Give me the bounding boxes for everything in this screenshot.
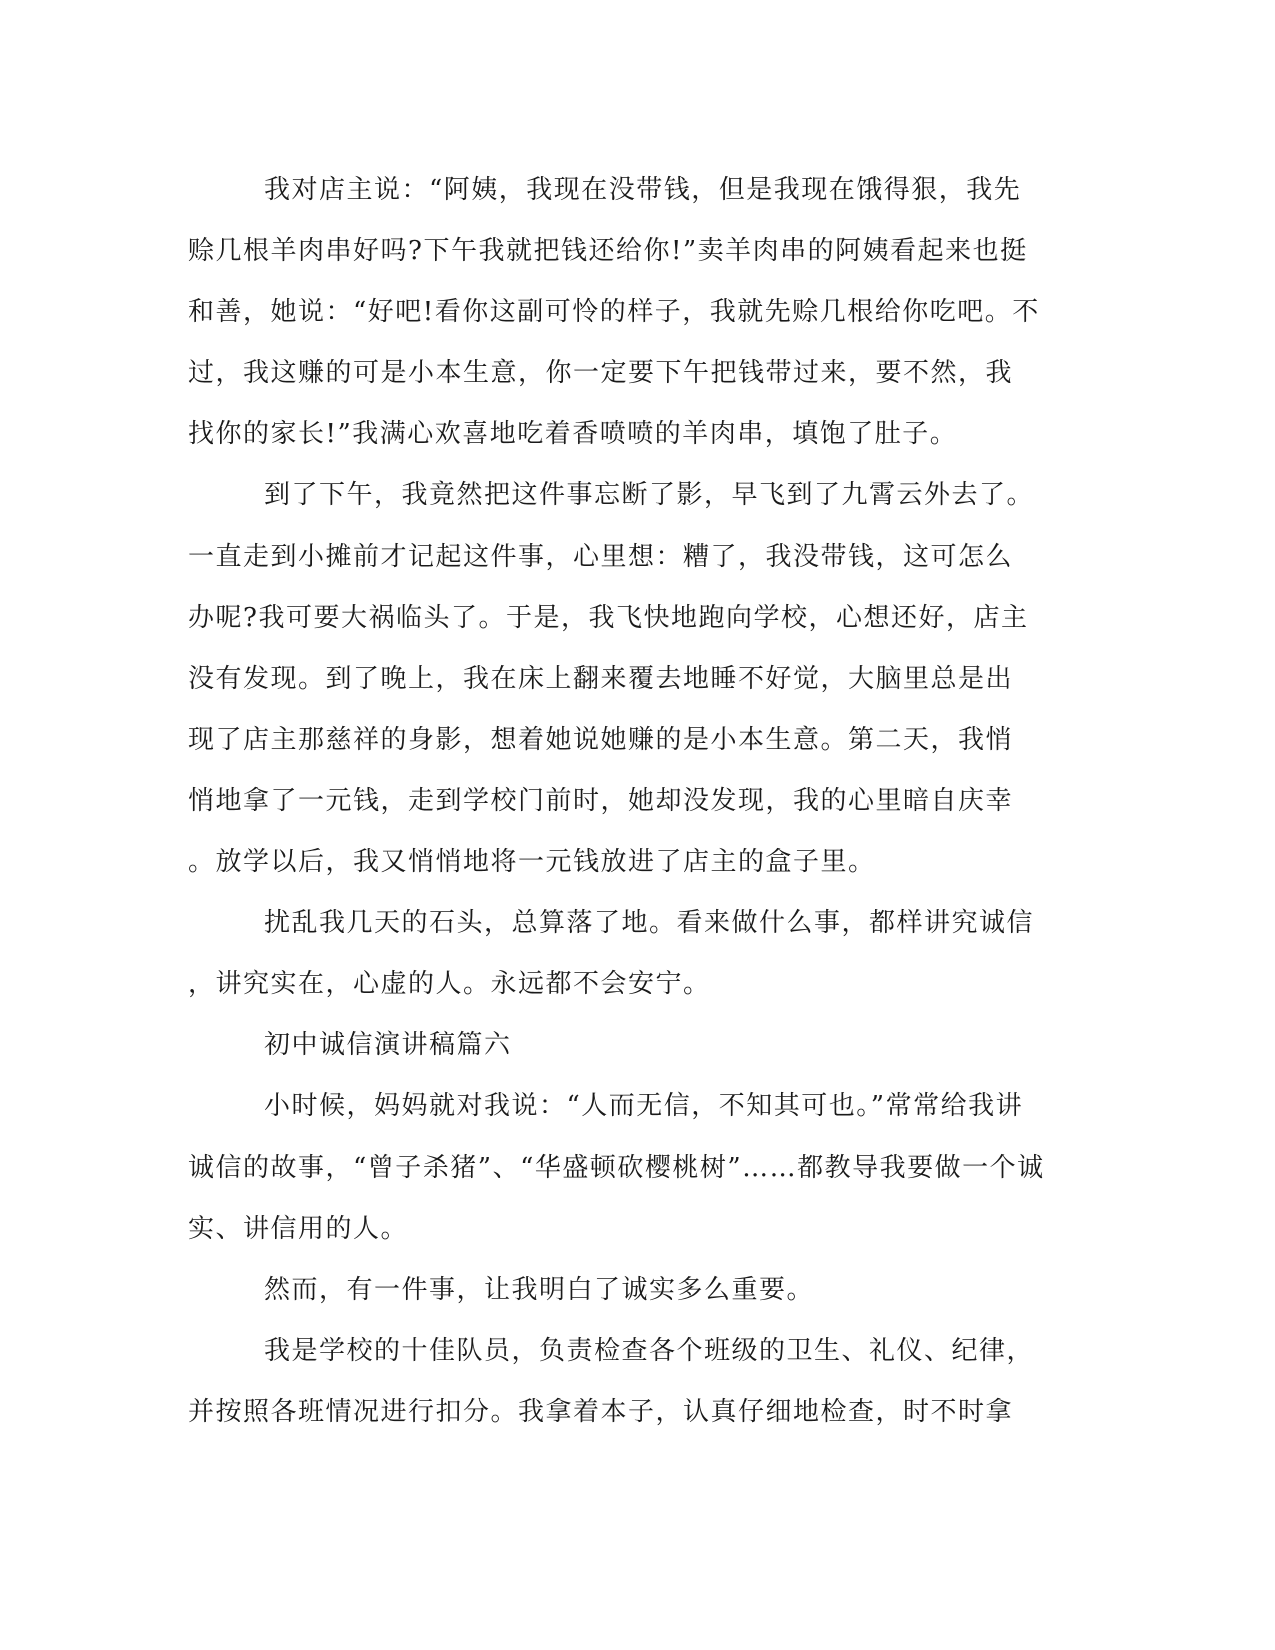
text-line: 过，我这赚的可是小本生意，你一定要下午把钱带过来，要不然，我 [188, 358, 1014, 389]
text-line: 小时候，妈妈就对我说：“人而无信，不知其可也。”常常给我讲 [264, 1091, 1024, 1122]
text-line: 扰乱我几天的石头，总算落了地。看来做什么事，都样讲究诚信 [264, 908, 1035, 939]
text-line: 和善，她说：“好吧!看你这副可怜的样子，我就先赊几根给你吃吧。不 [188, 297, 1040, 328]
text-line: 我是学校的十佳队员，负责检查各个班级的卫生、礼仪、纪律， [264, 1335, 1035, 1366]
text-line: 赊几根羊肉串好吗?下午我就把钱还给你!”卖羊肉串的阿姨看起来也挺 [188, 236, 1028, 267]
text-line: ，讲究实在，心虚的人。永远都不会安宁。 [188, 969, 711, 1000]
text-line: 一直走到小摊前才记起这件事，心里想：糟了，我没带钱，这可怎么 [188, 541, 1014, 572]
text-line: 实、讲信用的人。 [188, 1213, 409, 1244]
essay-body [188, 160, 1088, 1443]
text-line: 然而，有一件事，让我明白了诚实多么重要。 [264, 1274, 815, 1305]
text-line: 并按照各班情况进行扣分。我拿着本子，认真仔细地检查，时不时拿 [188, 1396, 1014, 1427]
text-line: 现了店主那慈祥的身影，想着她说她赚的是小本生意。第二天，我悄 [188, 724, 1014, 755]
text-line: 找你的家长!”我满心欢喜地吃着香喷喷的羊肉串，填饱了肚子。 [188, 419, 958, 450]
text-line: 没有发现。到了晚上，我在床上翻来覆去地睡不好觉，大脑里总是出 [188, 663, 1014, 694]
text-line: 办呢?我可要大祸临头了。于是，我飞快地跑向学校，心想还好，店主 [188, 602, 1029, 633]
section-heading: 初中诚信演讲稿篇六 [264, 1030, 512, 1061]
text-line: 我对店主说：“阿姨，我现在没带钱，但是我现在饿得狠，我先 [264, 175, 1022, 205]
text-line: 到了下午，我竟然把这件事忘断了影，早飞到了九霄云外去了。 [264, 480, 1035, 511]
text-line: 悄地拿了一元钱，走到学校门前时，她却没发现，我的心里暗自庆幸 [188, 785, 1014, 816]
text-line: 。放学以后，我又悄悄地将一元钱放进了店主的盒子里。 [188, 847, 876, 878]
text-line: 诚信的故事，“曾子杀猪”、“华盛顿砍樱桃树”……都教导我要做一个诚 [188, 1152, 1045, 1183]
